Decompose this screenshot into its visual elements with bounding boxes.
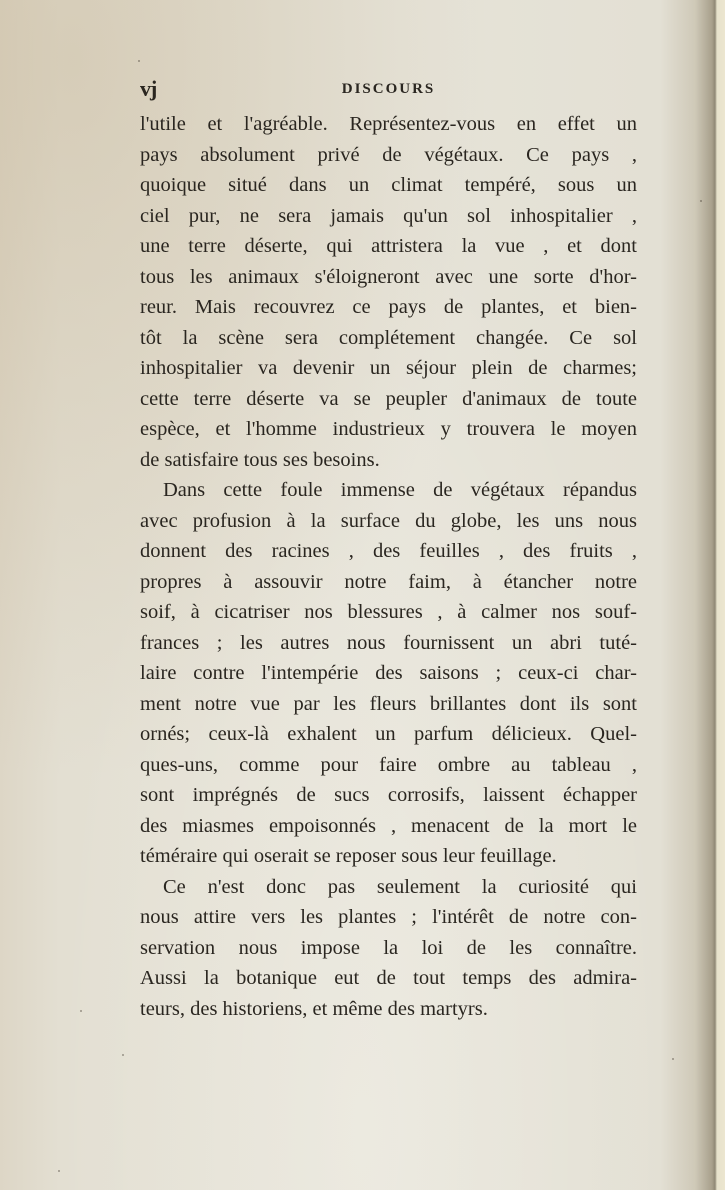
text-line: frances ; les autres nous fournissent un abri tuté-: [140, 631, 637, 654]
text-line: téméraire qui oserait se reposer sous leur feuillage.: [140, 845, 557, 867]
paper-speck: [58, 1170, 60, 1172]
paragraph: [140, 872, 637, 1025]
text-line: servation nous impose la loi de les connaître.: [140, 936, 637, 959]
text-line: l'utile et l'agréable. Représentez-vous en effet un: [140, 113, 637, 135]
paper-speck: [672, 1058, 674, 1060]
text-line: inhospitalier va devenir un séjour plein de charmes;: [140, 357, 637, 379]
text-line: ment notre vue par les fleurs brillantes dont ils sont: [140, 692, 637, 715]
text-line: cette terre déserte va se peupler d'animaux de toute: [140, 387, 637, 410]
text-line: nous attire vers les plantes ; l'intérêt de notre con-: [140, 906, 637, 928]
text-line: Aussi la botanique eut de tout temps des admira-: [140, 967, 637, 989]
paper-speck: [80, 1010, 82, 1012]
page-number: vj: [140, 76, 157, 101]
text-line: Dans cette foule immense de végétaux répandus: [163, 479, 637, 501]
text-line: des miasmes empoisonnés , menacent de la mort le: [140, 814, 637, 837]
text-line: tous les animaux s'éloigneront avec une sorte d'hor-: [140, 265, 637, 288]
text-line: laire contre l'intempérie des saisons ; ceux-ci char-: [140, 662, 637, 684]
text-line: avec profusion à la surface du globe, les uns nous: [140, 509, 637, 532]
text-line: soif, à cicatriser nos blessures , à calmer nos souf-: [140, 601, 637, 623]
text-line: donnent des racines , des feuilles , des fruits ,: [140, 540, 637, 562]
text-line: teurs, des historiens, et même des martyrs.: [140, 997, 488, 1020]
body-text: [140, 109, 637, 1024]
paragraph: [140, 109, 637, 475]
text-line: pays absolument privé de végétaux. Ce pays ,: [140, 143, 637, 166]
paper-speck: [122, 1054, 124, 1056]
text-line: ciel pur, ne sera jamais qu'un sol inhospitalier ,: [140, 204, 637, 227]
text-line: ornés; ceux-là exhalent un parfum délicieux. Quel-: [140, 723, 637, 745]
text-line: de satisfaire tous ses besoins.: [140, 448, 380, 471]
text-line: ques-uns, comme pour faire ombre au tableau ,: [140, 753, 637, 776]
text-line: une terre déserte, qui attristera la vue , et dont: [140, 235, 637, 257]
running-head: DISCOURS: [341, 81, 436, 97]
page-header: [140, 78, 637, 102]
text-line: espèce, et l'homme industrieux y trouvera le moyen: [140, 418, 637, 440]
text-line: sont imprégnés de sucs corrosifs, laissent échapper: [140, 784, 637, 806]
paper-speck: [138, 60, 140, 62]
paragraph: [140, 475, 637, 872]
text-line: tôt la scène sera complétement changée. Ce sol: [140, 326, 637, 349]
text-line: quoique situé dans un climat tempéré, sous un: [140, 174, 637, 196]
text-line: reur. Mais recouvrez ce pays de plantes, et bien-: [140, 296, 637, 318]
text-line: Ce n'est donc pas seulement la curiosité qui: [163, 875, 637, 898]
paper-speck: [700, 200, 702, 202]
text-line: propres à assouvir notre faim, à étancher notre: [140, 570, 637, 593]
